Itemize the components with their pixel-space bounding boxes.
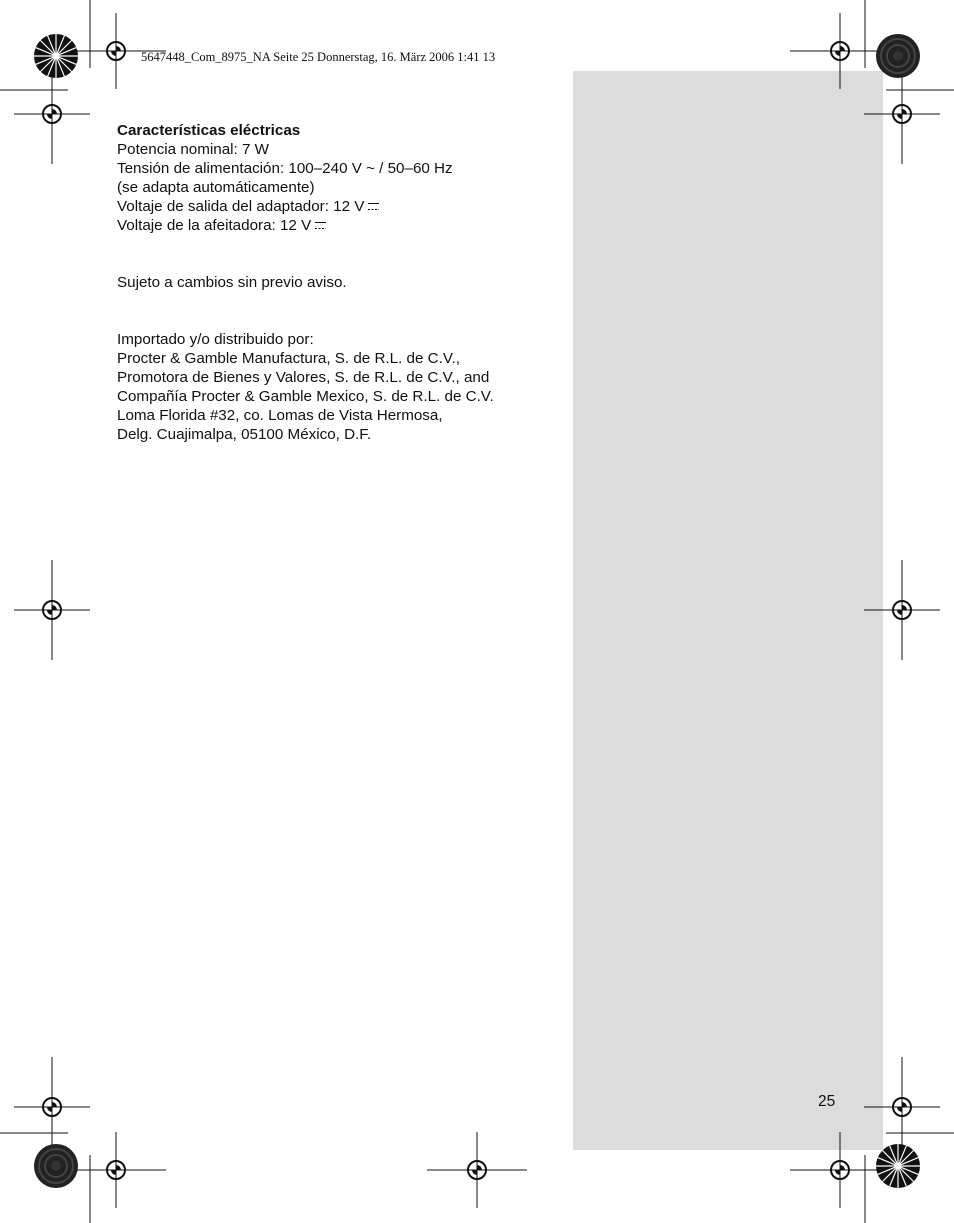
registration-mark-icon <box>14 560 90 660</box>
starburst-target-icon <box>34 1144 78 1188</box>
starburst-target-icon <box>876 1144 920 1188</box>
registration-mark-icon <box>66 1132 166 1208</box>
registration-mark-icon <box>864 64 940 164</box>
importer-line: Delg. Cuajimalpa, 05100 México, D.F. <box>117 426 372 443</box>
registration-mark-icon <box>864 1057 940 1157</box>
importer-line: Promotora de Bienes y Valores, S. de R.L. de C.V., and <box>117 369 490 386</box>
registration-mark-icon <box>14 1057 90 1157</box>
registration-mark-icon <box>427 1132 527 1208</box>
importer-line: Loma Florida #32, co. Lomas de Vista Hermosa, <box>117 407 443 424</box>
spec-line-auto: (se adapta automáticamente) <box>117 179 315 196</box>
specs-heading: Características eléctricas <box>117 122 301 139</box>
importer-line: Procter & Gamble Manufactura, S. de R.L. de C.V., <box>117 350 461 367</box>
registration-mark-icon <box>66 13 166 89</box>
page-number: 25 <box>818 1093 836 1110</box>
notice-text: Sujeto a cambios sin previo aviso. <box>117 274 347 291</box>
starburst-target-icon <box>876 34 920 78</box>
registration-mark-icon <box>14 64 90 164</box>
importer-line: Compañía Procter & Gamble Mexico, S. de R.L. de C.V. <box>117 388 494 405</box>
starburst-target-icon <box>34 34 78 78</box>
spec-line-power: Potencia nominal: 7 W <box>117 141 269 158</box>
spec-line-adapter-text: Voltaje de salida del adaptador: 12 V <box>117 198 365 215</box>
registration-mark-icon <box>790 1132 890 1208</box>
registration-mark-icon <box>790 13 890 89</box>
registration-mark-icon <box>864 560 940 660</box>
spec-line-shaver-text: Voltaje de la afeitadora: 12 V <box>117 217 312 234</box>
print-slug: 5647448_Com_8975_NA Seite 25 Donnerstag, 16. März 2006 1:41 13 <box>141 50 496 64</box>
importer-line: Importado y/o distribuido por: <box>117 331 314 348</box>
spec-line-voltage: Tensión de alimentación: 100–240 V ~ / 50–60 Hz <box>117 160 453 177</box>
